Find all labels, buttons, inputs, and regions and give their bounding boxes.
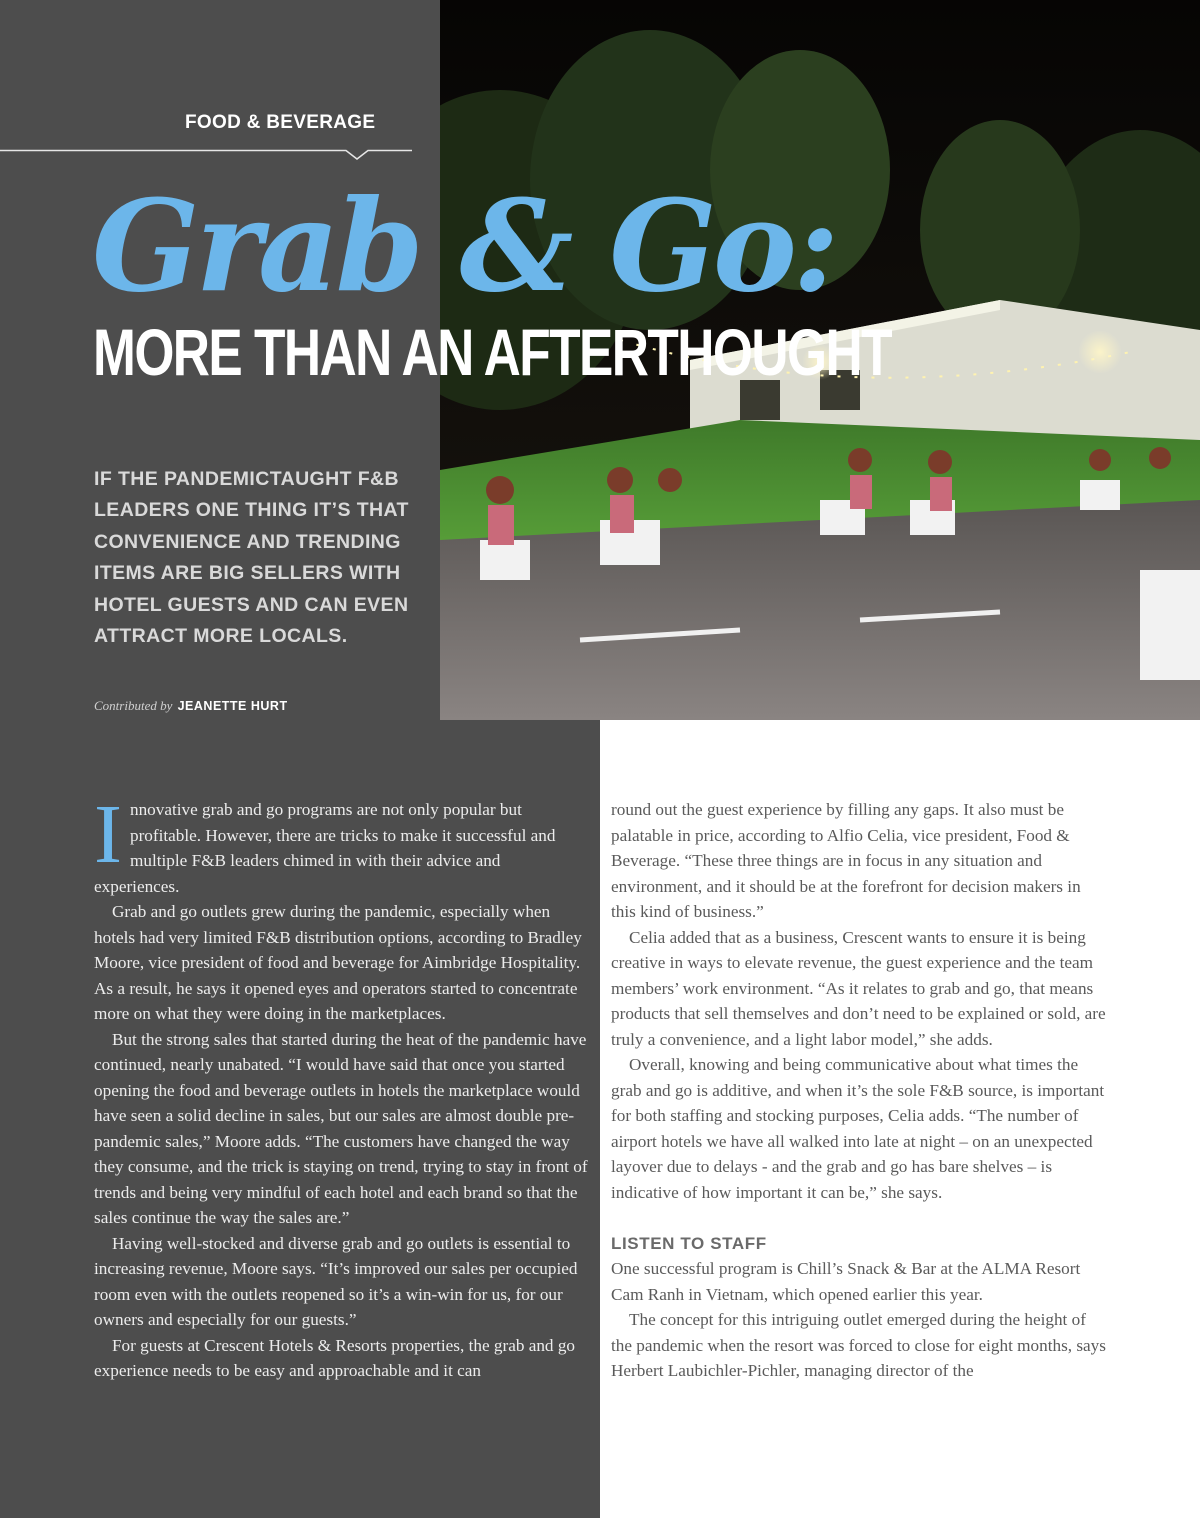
- body-paragraph: Innovative grab and go programs are not only popular but profitable. However, there are tricks to make it successful and multiple F&B leaders chimed in with their advice and experiences.: [94, 788, 556, 896]
- body-paragraph: One successful program is Chill’s Snack & Bar at the ALMA Resort Cam Ranh in Vietnam, which opened earlier this year.: [611, 1259, 1081, 1304]
- subhead: LISTEN TO STAFF: [611, 1233, 767, 1253]
- headline-subtitle: MORE THAN AN AFTERTHOUGHT: [93, 315, 891, 389]
- body-paragraph: For guests at Crescent Hotels & Resorts properties, the grab and go experience needs to be easy and approachable and it can: [94, 1335, 576, 1380]
- byline: [94, 698, 288, 714]
- section-divider: [0, 149, 412, 161]
- body-paragraph: Grab and go outlets grew during the pandemic, especially when hotels had very limited F&B distribution options, according to Bradley Moore, vice president of food and beverage for Aimbridge Hospitality. As a result, he says it opened eyes and operators started to concentrate more on what they were doing in the marketplaces.: [94, 902, 582, 1023]
- section-label: FOOD & BEVERAGE: [185, 112, 376, 133]
- body-paragraph: round out the guest experience by filling any gaps. It also must be palatable in price, according to Alfio Celia, vice president, Food & Beverage. “These three things are in focus in any situation and environment, and it should be at the forefront for decision makers in this kind of business.”: [611, 800, 1081, 921]
- body-paragraph: The concept for this intriguing outlet emerged during the height of the pandemic when the resort was forced to close for eight months, says Herbert Laubichler-Pichler, managing director of the: [611, 1310, 1106, 1380]
- body-paragraph: Celia added that as a business, Crescent wants to ensure it is being creative in ways to elevate revenue, the guest experience and the team members’ work environment. “As it relates to grab and go, that means products that sell themselves and don’t need to be explained or sold, are truly a convenience, and a light labor model,” she adds.: [611, 927, 1106, 1049]
- body-paragraph: Having well-stocked and diverse grab and go outlets is essential to increasing revenue, Moore says. “It’s improved our sales per occupied room even with the outlets reopened so it’s a win-win for us, for our owners and especially for our guests.”: [94, 1233, 578, 1329]
- article-deck: IF THE PANDEMICTAUGHT F&B LEADERS ONE THING IT’S THAT CONVENIENCE AND TRENDING ITEMS ARE BIG SELLERS WITH HOTEL GUESTS AND CAN EVEN ATTRACT MORE LOCALS.: [94, 468, 409, 648]
- body-paragraph: Overall, knowing and being communicative about what times the grab and go is additive, and when it’s the sole F&B source, is important for both staffing and stocking purposes, Celia adds. “The number of airport hotels we have all walked into late at night – on an unexpected layover due to delays - and the grab and go has bare shelves – is indicative of how important it can be,” she says.: [611, 1055, 1105, 1202]
- byline-prefix: Contributed by: [94, 698, 173, 713]
- body-column-right: [611, 797, 1107, 1384]
- byline-author: JEANETTE HURT: [177, 699, 288, 713]
- drop-cap: I: [94, 788, 122, 881]
- headline-script: Grab & Go:: [92, 172, 836, 320]
- body-paragraph: But the strong sales that started during the heat of the pandemic have continued, nearly unabated. “I would have said that once you started opening the food and beverage outlets in hotels the marketplace would have seen a solid decline in sales, but our sales are almost double pre-pandemic sales,” Moore adds. “The customers have changed the way they consume, and the trick is staying on trend, trying to stay in front of trends and being very mindful of each hotel and each brand so that the sales continue the way the sales are.”: [94, 1029, 588, 1227]
- body-column-left: [94, 788, 590, 1384]
